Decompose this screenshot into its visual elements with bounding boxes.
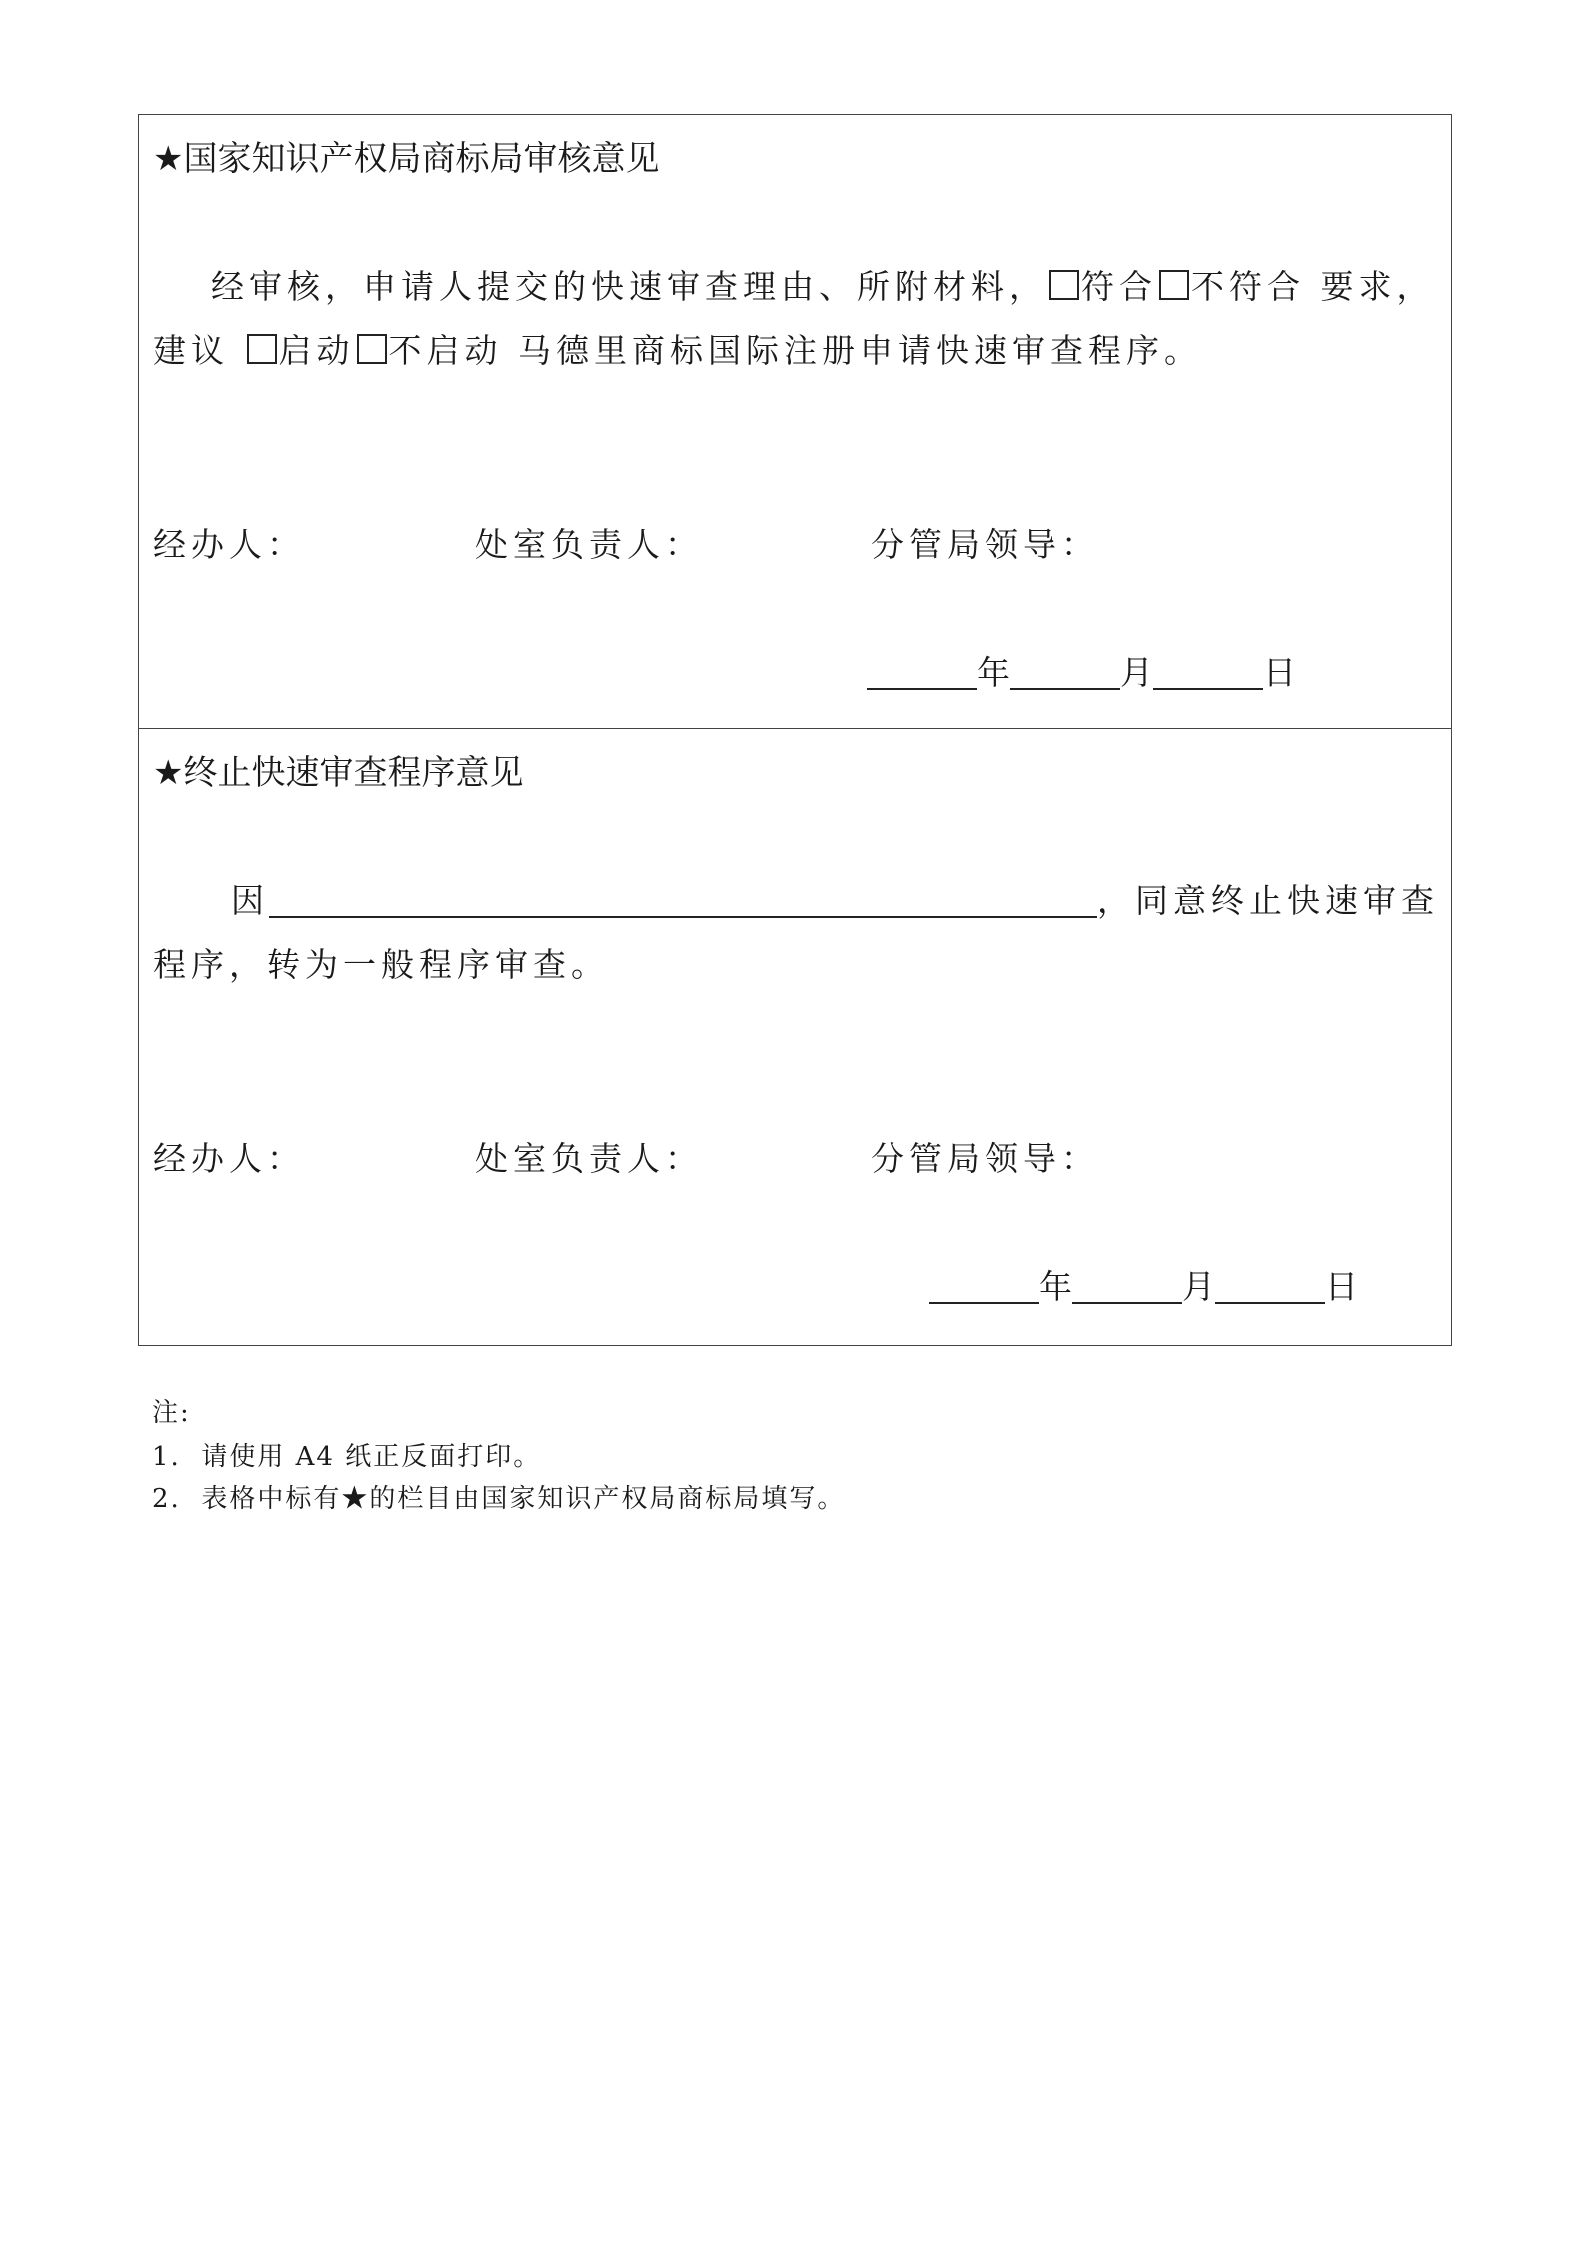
handler-label: 经办人： xyxy=(153,525,305,564)
start-checkbox[interactable] xyxy=(247,334,277,364)
review-opinion-section xyxy=(139,115,1451,729)
not-comply-checkbox[interactable] xyxy=(1159,270,1189,300)
terminate-statement-line2: 程序，转为一般程序审查。 xyxy=(153,945,609,984)
dept-head-label: 处室负责人： xyxy=(475,1139,703,1178)
review-statement-line2: 建议 启动 不启动 马德里商标国际注册申请快速审查程序。 xyxy=(153,331,1202,370)
terminate-opinion-section xyxy=(139,729,1451,1345)
leader-label: 分管局领导： xyxy=(871,525,1099,564)
review-section-title: ★国家知识产权局商标局审核意见 xyxy=(153,139,660,179)
note-item: 1. 请使用 A4 纸正反面打印。 xyxy=(152,1442,542,1472)
review-statement-line1: 经审核，申请人提交的快速审查理由、所附材料， 符合 不符合 要求， xyxy=(211,267,1435,306)
day-blank[interactable] xyxy=(1215,1270,1325,1304)
dept-head-label: 处室负责人： xyxy=(475,525,703,564)
month-blank[interactable] xyxy=(1072,1270,1182,1304)
comply-checkbox[interactable] xyxy=(1049,270,1079,300)
year-blank[interactable] xyxy=(867,656,977,690)
review-date-line: 年 月 日 xyxy=(867,647,1296,694)
note-item: 2. 表格中标有★的栏目由国家知识产权局商标局填写。 xyxy=(152,1484,846,1514)
not-start-checkbox[interactable] xyxy=(357,334,387,364)
terminate-statement-line1: 因 ，同意终止快速审查 xyxy=(231,881,1439,920)
reason-blank[interactable] xyxy=(269,884,1097,918)
terminate-date-line: 年 月 日 xyxy=(929,1261,1358,1308)
month-blank[interactable] xyxy=(1010,656,1120,690)
handler-label: 经办人： xyxy=(153,1139,305,1178)
terminate-section-title: ★终止快速审查程序意见 xyxy=(153,753,524,793)
day-blank[interactable] xyxy=(1153,656,1263,690)
form-table xyxy=(138,114,1452,1346)
notes-heading: 注: xyxy=(152,1398,191,1428)
year-blank[interactable] xyxy=(929,1270,1039,1304)
leader-label: 分管局领导： xyxy=(871,1139,1099,1178)
